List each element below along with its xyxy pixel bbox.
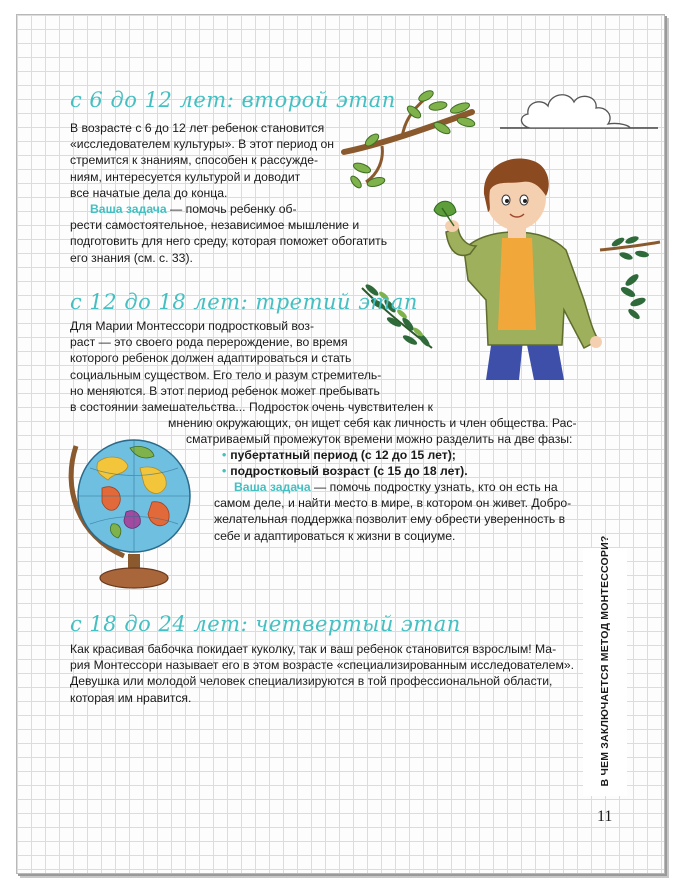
text-line: мнению окружающих, он ищет себя как личность и член общества. Рас- — [168, 416, 577, 430]
sidebar-title-text: В ЧЕМ ЗАКЛЮЧАЕТСЯ МЕТОД МОНТЕССОРИ? — [599, 535, 611, 787]
section-text-wrap — [186, 431, 572, 447]
text-line: Для Марии Монтессори подростковый воз- — [70, 319, 315, 333]
section-text-wrap — [168, 415, 577, 431]
section-task — [214, 479, 571, 544]
text-line: раст — это своего рода перерождение, во время — [70, 335, 348, 350]
phase-item — [222, 463, 468, 479]
phase-item — [222, 447, 468, 463]
section-heading: с 18 до 24 лет: четвертый этап — [70, 612, 461, 636]
text-line: Как красивая бабочка покидает куколку, так и ваш ребенок становится взрослым! Ма- — [70, 642, 557, 656]
section-text — [70, 641, 574, 706]
text-line: себе и адаптироваться к жизни в социуме. — [214, 528, 456, 543]
text-line: «исследователем культуры». В этот период он — [70, 137, 335, 152]
section-heading: с 6 до 12 лет: второй этап — [70, 88, 396, 112]
bullet-dot: • — [222, 464, 227, 479]
task-label: Ваша задача — [90, 202, 167, 217]
text-line: рести самостоятельное, независимое мышление и — [70, 218, 360, 233]
text-line: — помочь подростку узнать, кто он есть на — [310, 480, 558, 494]
task-line — [214, 479, 571, 495]
phase-text: подростковый возраст (с 15 до 18 лет). — [230, 464, 468, 479]
phase-text: пубертатный период (с 12 до 15 лет); — [230, 448, 456, 462]
text-line: ниям, интересуется культурой и доводит — [70, 169, 301, 184]
cloud-illustration — [480, 76, 660, 136]
text-line: которая им нравится. — [70, 690, 192, 705]
text-line: — помочь ребенку об- — [166, 202, 297, 217]
text-line: В возрасте с 6 до 12 лет ребенок становится — [70, 121, 325, 135]
text-line: его знания (см. с. 33). — [70, 250, 193, 265]
sidebar-title — [596, 535, 614, 787]
text-line: в состоянии замешательства... Подросток очень чувствителен к — [70, 400, 433, 415]
task-label: Ваша задача — [234, 480, 311, 494]
leaf-sprig-illustration — [598, 228, 660, 328]
section-heading: с 12 до 18 лет: третий этап — [70, 290, 418, 314]
text-line: желательная поддержка позволит ему обрести уверенность в — [214, 512, 566, 527]
section-text — [70, 120, 387, 266]
bullet-dot: • — [222, 448, 227, 462]
text-line: рия Монтессори называет его в этом возрасте «специализированным исследователем». — [70, 658, 574, 673]
text-line: которого ребенок должен адаптироваться и стать — [70, 351, 352, 366]
text-line: стремится к знаниям, способен к рассужде- — [70, 153, 319, 168]
page-number: 11 — [597, 808, 613, 825]
text-line: самом деле, и найти место в мире, в котором он живет. Добро- — [214, 496, 572, 511]
phase-list — [222, 447, 468, 479]
text-line: подготовить для него среду, которая поможет обогатить — [70, 234, 388, 249]
task-line — [70, 201, 387, 217]
text-line: Девушка или молодой человек специализируются в той профессиональной области, — [70, 674, 553, 689]
text-line: сматриваемый промежуток времени можно разделить на две фазы: — [186, 432, 573, 446]
text-line: все начатые дела до конца. — [70, 185, 228, 200]
globe-illustration — [68, 428, 198, 594]
section-text — [70, 318, 433, 415]
text-line: но меняются. В этот период ребенок может пребывать — [70, 383, 380, 398]
text-line: социальным существом. Его тело и разум стремитель- — [70, 367, 382, 382]
boy-illustration — [424, 150, 604, 380]
